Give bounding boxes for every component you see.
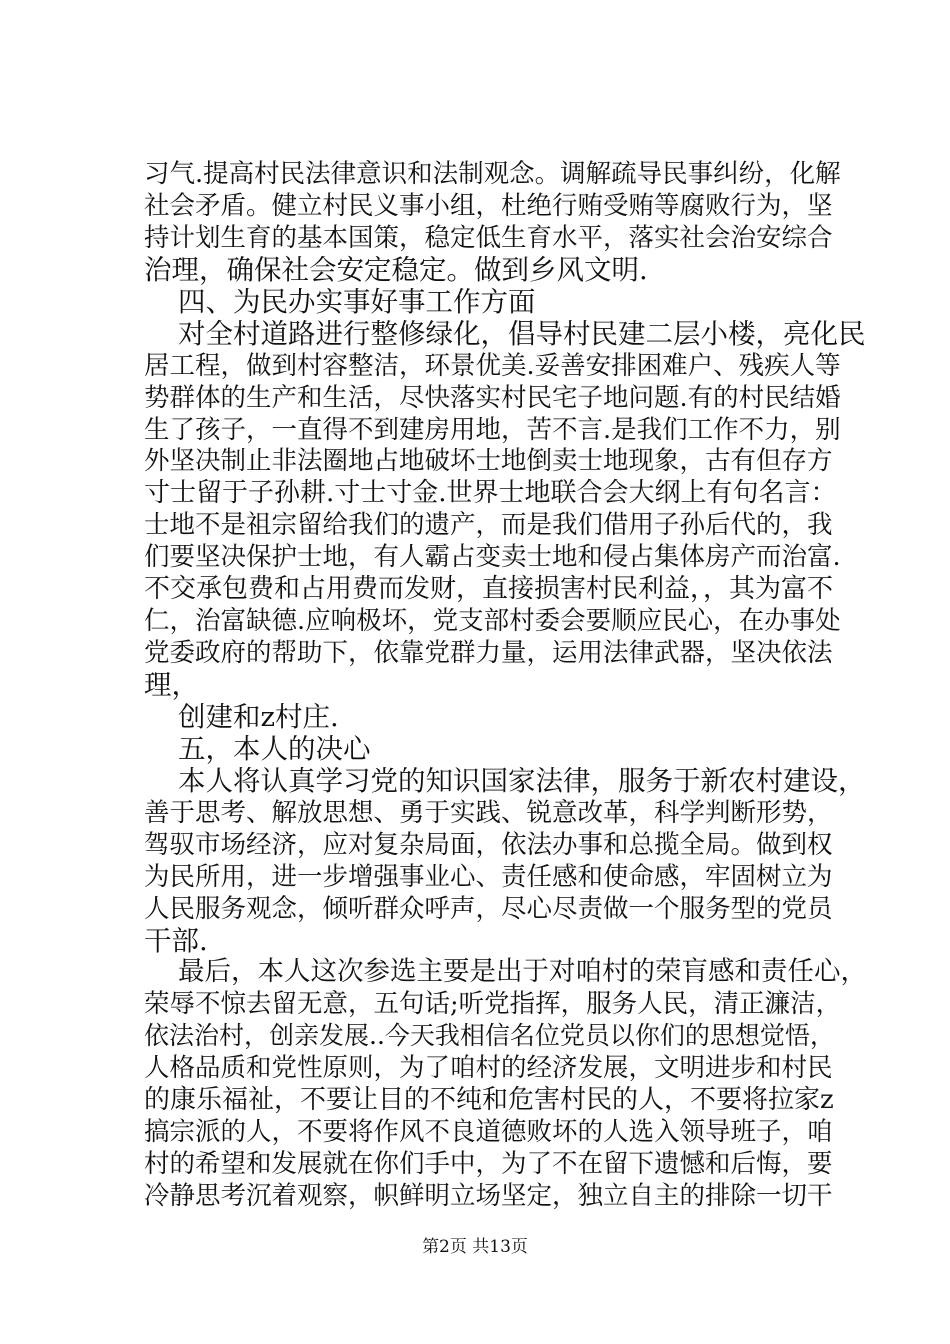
- text-line: 持计划生育的基本国策，稳定低生育水平，落实社会治安综合: [144, 222, 833, 253]
- text-line: 居工程，做到村容整洁，环景优美.妥善安排困难户、残疾人等: [144, 350, 841, 381]
- text-line: 人民服务观念，倾听群众呼声，尽心尽责做一个服务型的党员: [144, 893, 833, 924]
- section-heading: 五，本人的决心: [178, 732, 371, 765]
- text-line: 不交承包费和占用费而发财，直接损害村民利益，，其为富不: [144, 574, 834, 605]
- text-line: 党委政府的帮助下，依靠党群力量，运用法律武器，坚决依法: [144, 638, 833, 669]
- text-line: 搞宗派的人，不要将作风不良道德败坏的人选入领导班子，咱: [144, 1117, 833, 1148]
- text-line: 依法治村，创亲发展..今天我相信名位党员以你们的思想觉悟，: [144, 1021, 835, 1051]
- text-line: 对全村道路进行整修绿化，倡导村民建二层小楼，亮化民: [178, 317, 866, 350]
- text-line: 士地不是祖宗留给我们的遗产，而是我们借用子孙后代的，我: [144, 510, 833, 541]
- text-line: 村的希望和发展就在你们手中，为了不在留下遗憾和后悔，要: [144, 1149, 833, 1180]
- text-line: 本人将认真学习党的知识国家法律，服务于新农村建设，: [178, 764, 866, 797]
- text-line: 势群体的生产和生活，尽快落实村民宅子地问题.有的村民结婚: [144, 382, 841, 413]
- text-line: 习气.提高村民法律意识和法制观念。调解疏导民事纠纷，化解: [144, 159, 841, 189]
- text-line: 寸士留于子孙耕.寸士寸金.世界士地联合会大纲上有句名言：: [144, 478, 837, 509]
- page-number-footer: 第2页 共13页: [422, 1237, 528, 1257]
- text-line: 外坚决制止非法圈地占地破坏士地倒卖士地现象，古有但存方: [144, 446, 833, 477]
- text-line: 社会矛盾。健立村民义事小组，杜绝行贿受贿等腐败行为，坚: [144, 190, 833, 221]
- text-line: 干部.: [144, 924, 208, 957]
- text-line: 仁，治富缺德.应响极坏，党支部村委会要顺应民心，在办事处: [144, 606, 841, 637]
- text-line: 冷静思考沉着观察，帜鲜明立场坚定，独立自主的排除一切干: [144, 1181, 833, 1211]
- text-line: 生了孩子，一直得不到建房用地，苦不言.是我们工作不力，别: [144, 414, 841, 445]
- text-line: 善于思考、解放思想、勇于实践、锐意改革，科学判断形势，: [144, 797, 833, 828]
- text-line: 驾驭市场经济，应对复杂局面，依法办事和总揽全局。做到权: [144, 829, 833, 860]
- text-line: 最后，本人这次参选主要是出于对咱村的荣肓感和责任心，: [178, 956, 867, 988]
- text-line: 理，: [144, 669, 199, 701]
- text-line: 的康乐福祉，不要让目的不纯和危害村民的人，不要将拉家z: [144, 1085, 834, 1116]
- text-line: 人格品质和党性原则，为了咱村的经济发展，文明进步和村民: [144, 1053, 833, 1084]
- text-line: 们要坚决保护士地，有人霸占变卖士地和侵占集体房产而治富.: [144, 542, 841, 573]
- text-line: 为民所用，进一步增强事业心、责任感和使命感，牢固树立为: [144, 861, 833, 892]
- text-line: 创建和z村庄.: [178, 700, 339, 733]
- section-heading: 四、为民办实事好事工作方面: [178, 285, 536, 318]
- text-line: 治理，确保社会安定稳定。做到乡风文明.: [144, 253, 648, 286]
- text-line: 荣辱不惊去留无意，五句话;听党指挥，服务人民，清正濂洁，: [144, 989, 842, 1020]
